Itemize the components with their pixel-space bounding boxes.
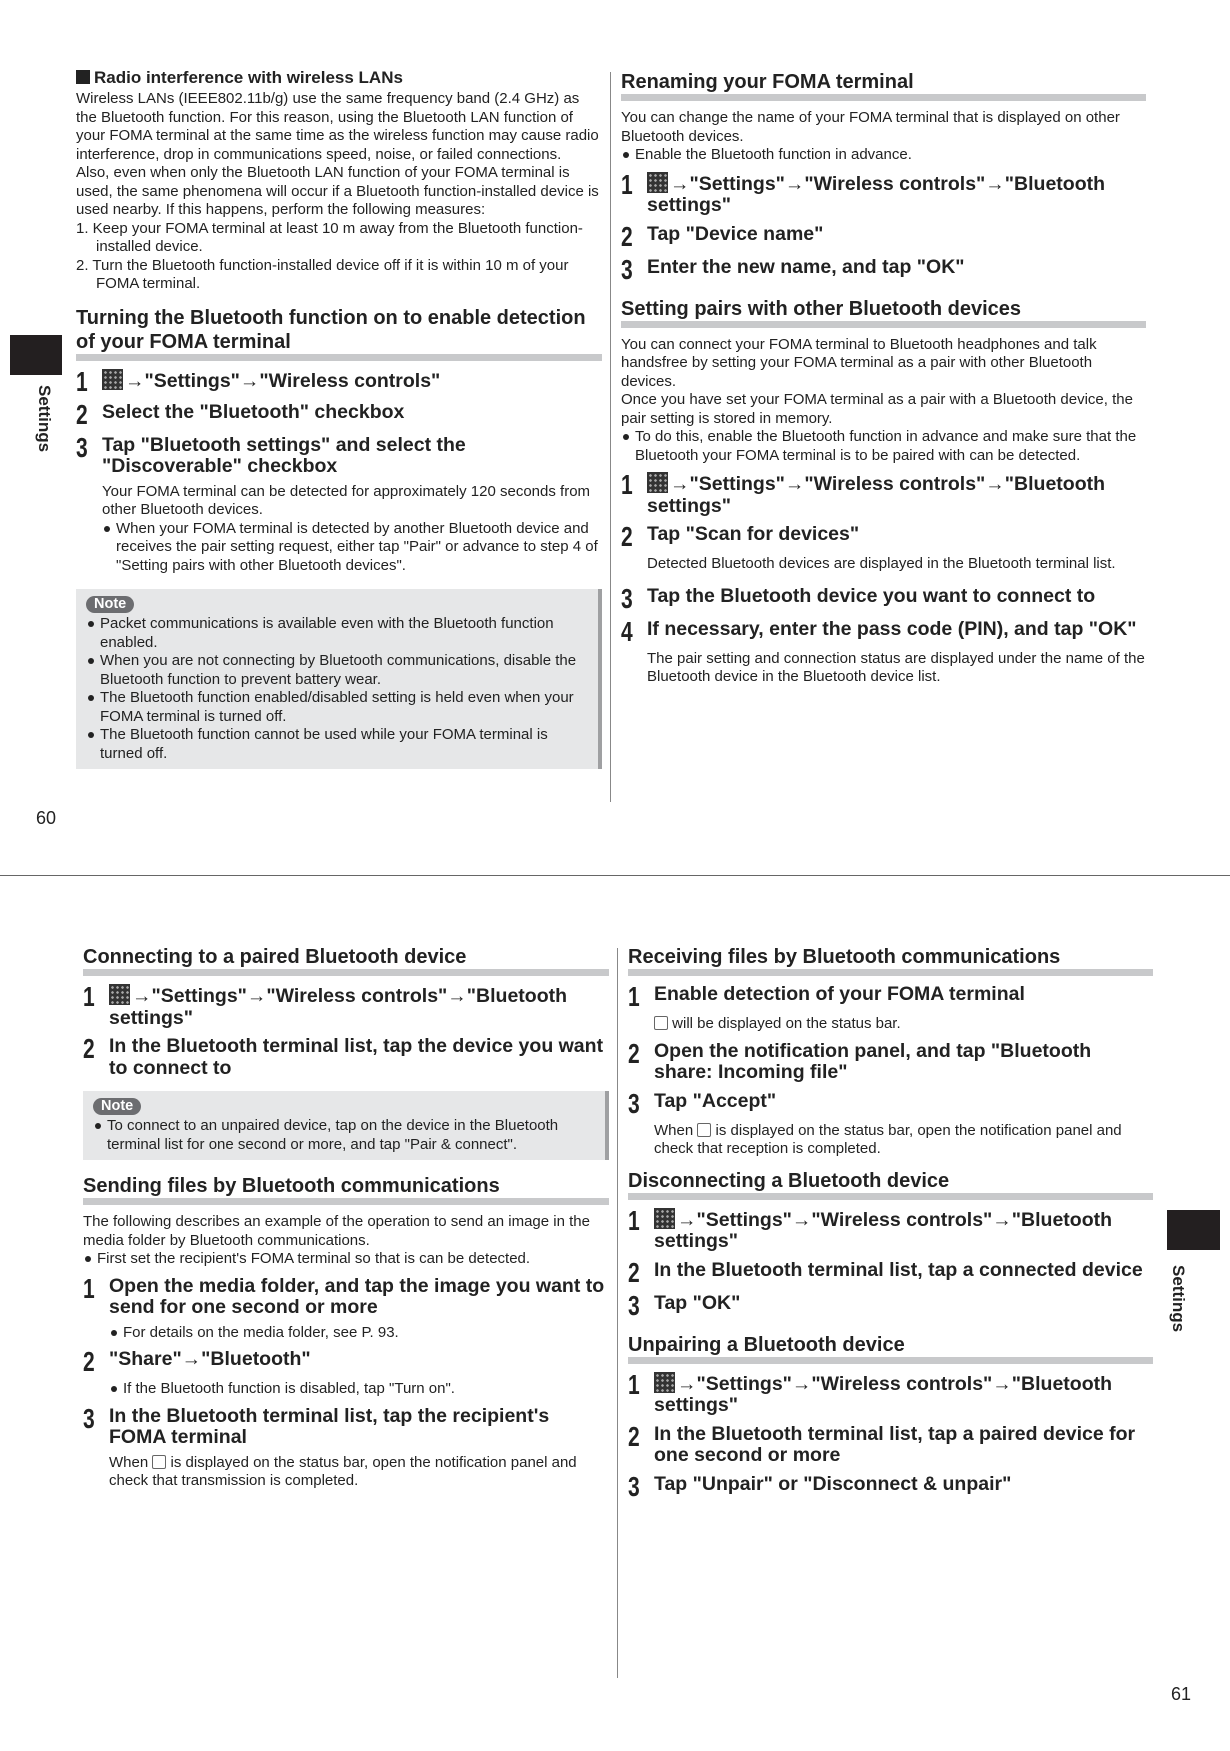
step-body: Your FOMA terminal can be detected for approximately 120 seconds from other Bluetooth devices. When your FOMA terminal is detected by another Bluetooth device and receives the pair setting request, either tap "Pair" or advance to step 4 of "Setting pairs with other Bluetooth devices". xyxy=(76,483,602,576)
measures-list xyxy=(76,220,602,294)
step-body: will be displayed on the status bar. xyxy=(628,1015,1153,1034)
step: 3 Tap "Accept" xyxy=(628,1087,777,1119)
step: 3 Tap "Bluetooth settings" and select the "Discoverable" checkbox xyxy=(76,431,466,477)
step-number: 1 xyxy=(83,981,95,1012)
step-number: 1 xyxy=(83,1272,95,1304)
step-number: 2 xyxy=(628,1420,640,1452)
column-divider xyxy=(610,72,611,802)
paragraph: You can change the name of your FOMA terminal that is displayed on other Bluetooth devices. xyxy=(621,109,1120,145)
page60-left-column xyxy=(76,68,602,769)
note-item: When you are not connecting by Bluetooth communications, disable the Bluetooth function to prevent battery wear. xyxy=(86,652,588,689)
side-tab xyxy=(10,335,62,375)
side-tab xyxy=(1167,1210,1220,1250)
step: 1 →"Settings"→"Wireless controls"→"Bluetooth settings" xyxy=(628,1368,1113,1416)
column-divider xyxy=(617,948,618,1678)
step-number: 3 xyxy=(621,253,633,285)
page-separator xyxy=(0,875,1230,876)
step-body: If the Bluetooth function is disabled, tap "Turn on". xyxy=(83,1380,609,1399)
note-item: The Bluetooth function cannot be used while your FOMA terminal is turned off. xyxy=(86,726,588,763)
step-number: 2 xyxy=(628,1256,640,1288)
side-label: Settings xyxy=(35,385,54,453)
section-heading: Receiving files by Bluetooth communications xyxy=(628,945,1153,976)
step-number: 1 xyxy=(621,469,633,500)
section-heading: Turning the Bluetooth function on to enable detection of your FOMA terminal xyxy=(76,306,602,361)
step-number: 1 xyxy=(76,365,88,397)
step: 1 Enable detection of your FOMA terminal xyxy=(628,981,1025,1012)
note-label: Note xyxy=(86,596,134,613)
step: 1 →"Settings"→"Wireless controls"→"Bluetooth settings" xyxy=(621,469,1106,517)
page61-right-column xyxy=(628,945,1153,1500)
step: 2 Select the "Bluetooth" checkbox xyxy=(76,398,405,430)
note-box xyxy=(76,589,602,769)
step: 3 Tap "OK" xyxy=(628,1289,741,1321)
step: 2 Tap "Device name" xyxy=(621,220,824,252)
step-number: 3 xyxy=(628,1087,640,1119)
list-item: 2. Turn the Bluetooth function-installed device off if it is within 10 m of your FOMA terminal. xyxy=(76,256,569,292)
paragraph: Also, even when only the Bluetooth LAN function of your FOMA terminal is used, the same phenomena will occur if a Bluetooth function-installed device is used nearby. If this happens, perform the following measures: xyxy=(76,164,599,218)
step: 2 In the Bluetooth terminal list, tap a paired device for one second or more xyxy=(628,1420,1136,1466)
step-body: For details on the media folder, see P. 93. xyxy=(83,1324,609,1343)
step-number: 4 xyxy=(621,615,633,647)
note-label: Note xyxy=(93,1098,141,1115)
menu-icon xyxy=(654,1372,675,1393)
step-number: 3 xyxy=(76,431,88,463)
step-number: 1 xyxy=(628,1204,640,1236)
step: 1 →"Settings"→"Wireless controls"→"Bluetooth settings" xyxy=(83,981,568,1029)
step: 3 In the Bluetooth terminal list, tap the recipient's FOMA terminal xyxy=(83,1402,550,1448)
menu-icon xyxy=(647,472,668,493)
page61-left-column xyxy=(83,945,609,1491)
menu-icon xyxy=(109,984,130,1005)
section-heading: Connecting to a paired Bluetooth device xyxy=(83,945,609,976)
step: 3 Enter the new name, and tap "OK" xyxy=(621,253,965,285)
list-item: 1. Keep your FOMA terminal at least 10 m away from the Bluetooth function-installed device. xyxy=(76,219,583,255)
bullet-item: First set the recipient's FOMA terminal so that is can be detected. xyxy=(83,1250,609,1269)
step-body: The pair setting and connection status are displayed under the name of the Bluetooth device in the Bluetooth device list. xyxy=(647,649,1145,685)
step-number: 2 xyxy=(83,1033,95,1064)
step: 2 "Share"→"Bluetooth" xyxy=(83,1346,311,1377)
step-number: 2 xyxy=(628,1037,640,1069)
step: 1 Open the media folder, and tap the image you want to send for one second or more xyxy=(83,1272,605,1318)
paragraph: Wireless LANs (IEEE802.11b/g) use the same frequency band (2.4 GHz) as the Bluetooth function. For this reason, using the Bluetooth LAN function of your FOMA terminal at the same time as the wireless function may cause radio interference, drop in communications speed, noise, or failed connections. xyxy=(76,90,599,163)
step: 2 Open the notification panel, and tap "Bluetooth share: Incoming file" xyxy=(628,1037,1092,1083)
section-heading: Disconnecting a Bluetooth device xyxy=(628,1169,1153,1200)
step-number: 2 xyxy=(83,1346,95,1377)
bluetooth-discoverable-icon xyxy=(654,1016,668,1030)
section-heading: Sending files by Bluetooth communications xyxy=(83,1174,609,1205)
menu-icon xyxy=(102,369,123,390)
menu-icon xyxy=(654,1208,675,1229)
step: 2 In the Bluetooth terminal list, tap a connected device xyxy=(628,1256,1143,1288)
step: 3 Tap the Bluetooth device you want to connect to xyxy=(621,582,1096,614)
step-number: 1 xyxy=(621,168,633,200)
step: 2 Tap "Scan for devices" xyxy=(621,521,860,552)
bullet-item: Enable the Bluetooth function in advance. xyxy=(621,146,1146,165)
bullet-item: When your FOMA terminal is detected by another Bluetooth device and receives the pair setting request, either tap "Pair" or advance to step 4 of "Setting pairs with other Bluetooth devices". xyxy=(102,520,602,576)
step: 3 Tap "Unpair" or "Disconnect & unpair" xyxy=(628,1470,1012,1502)
step: 1 →"Settings"→"Wireless controls"→"Bluetooth settings" xyxy=(621,168,1106,216)
note-item: The Bluetooth function enabled/disabled setting is held even when your FOMA terminal is turned off. xyxy=(86,689,588,726)
section-heading: Setting pairs with other Bluetooth devices xyxy=(621,297,1146,328)
page-number: 60 xyxy=(36,808,57,828)
step-body: When is displayed on the status bar, open the notification panel and check that reception is completed. xyxy=(654,1121,1122,1157)
step: 4 If necessary, enter the pass code (PIN), and tap "OK" xyxy=(621,615,1137,647)
step-body: When is displayed on the status bar, open the notification panel and check that transmission is completed. xyxy=(109,1453,577,1489)
note-item: To connect to an unpaired device, tap on the device in the Bluetooth terminal list for one second or more, and tap "Pair & connect". xyxy=(93,1117,595,1154)
section-heading: Unpairing a Bluetooth device xyxy=(628,1333,1153,1364)
step-number: 3 xyxy=(628,1470,640,1502)
step: 1 →"Settings"→"Wireless controls" xyxy=(76,365,441,397)
paragraph: The following describes an example of the operation to send an image in the media folder by Bluetooth communications. xyxy=(83,1213,590,1249)
bullet-item: To do this, enable the Bluetooth function in advance and make sure that the Bluetooth your FOMA terminal is to be paired with can be detected. xyxy=(621,428,1146,465)
step-number: 1 xyxy=(628,1368,640,1400)
page-number: 61 xyxy=(1171,1684,1192,1704)
step-body: Detected Bluetooth devices are displayed in the Bluetooth terminal list. xyxy=(647,555,1116,572)
download-icon xyxy=(697,1123,711,1137)
subheading-radio: Radio interference with wireless LANs xyxy=(76,68,602,88)
step-number: 3 xyxy=(628,1289,640,1321)
paragraph: You can connect your FOMA terminal to Bluetooth headphones and talk handsfree by setting your FOMA terminal as a pair with other Bluetooth devices. xyxy=(621,335,1097,390)
step-number: 2 xyxy=(621,220,633,252)
step-number: 2 xyxy=(76,398,88,430)
step-number: 2 xyxy=(621,521,633,552)
square-bullet-icon xyxy=(76,70,90,84)
paragraph: Once you have set your FOMA terminal as a pair with a Bluetooth device, the pair setting is stored in memory. xyxy=(621,391,1133,427)
step-number: 3 xyxy=(621,582,633,614)
side-label: Settings xyxy=(1169,1265,1188,1333)
note-box xyxy=(83,1091,609,1160)
step: 2 In the Bluetooth terminal list, tap the device you want to connect to xyxy=(83,1033,604,1079)
page60-right-column xyxy=(621,70,1146,687)
note-item: Packet communications is available even with the Bluetooth function enabled. xyxy=(86,615,588,652)
step-number: 3 xyxy=(83,1402,95,1434)
menu-icon xyxy=(647,172,668,193)
step-number: 1 xyxy=(628,981,640,1012)
section-heading: Renaming your FOMA terminal xyxy=(621,70,1146,101)
step: 1 →"Settings"→"Wireless controls"→"Bluetooth settings" xyxy=(628,1204,1113,1252)
upload-icon xyxy=(152,1455,166,1469)
